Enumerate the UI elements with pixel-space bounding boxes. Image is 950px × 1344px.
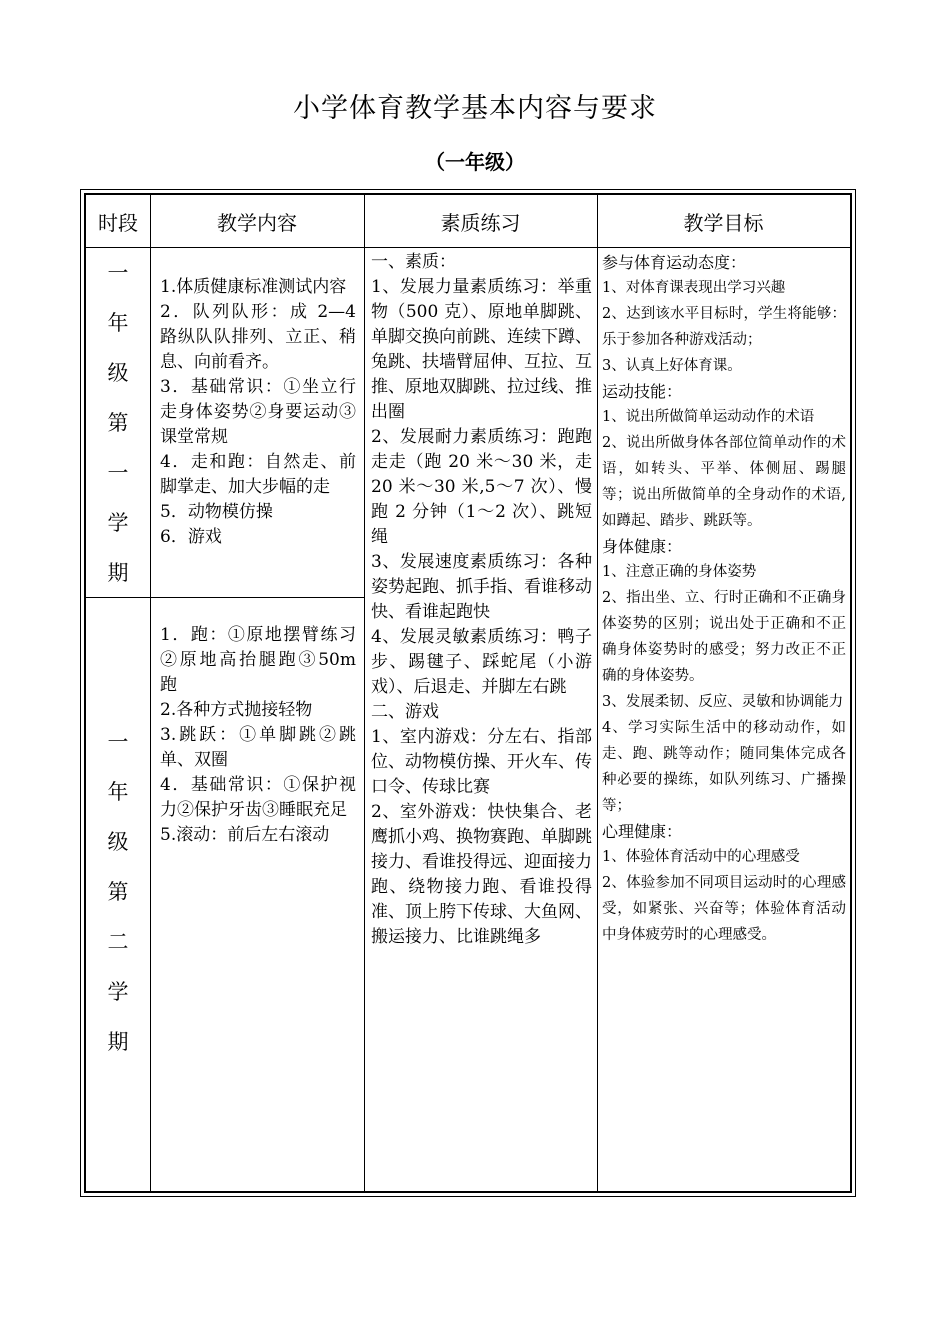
curriculum-table — [80, 189, 856, 1197]
period-term2 — [86, 717, 150, 1067]
period-char: 一 — [107, 461, 129, 485]
exercise-item: 2、发展耐力素质练习：跑跑走走（跑 20 米～30 米，走 20 米～30 米,5～7 次）、慢跑 2 分钟（1～2 次）、跳短绳 — [371, 427, 592, 547]
content-term1 — [160, 275, 356, 550]
period-char: 年 — [107, 780, 129, 804]
goal-item: 3、认真上好体育课。 — [602, 358, 742, 374]
exercise-item: 1、室内游戏：分左右、指部位、动物模仿操、开火车、传口令、传球比赛 — [371, 727, 592, 797]
period-char: 期 — [107, 1030, 129, 1054]
period-char: 年 — [107, 311, 129, 335]
goal-item: 1、对体育课表现出学习兴趣 — [602, 280, 786, 296]
content-item: 2．队列队形：成 2—4 路纵队队排列、立正、稍息、向前看齐。 — [160, 302, 356, 372]
goal-item: 2、体验参加不同项目运动时的心理感受，如紧张、兴奋等；体验体育活动中身体疲劳时的心理感受。 — [602, 875, 846, 943]
goal-item: 2、指出坐、立、行时正确和不正确身体姿势的区别；说出处于正确和不正确身体姿势时的感受；努力改正不正确的身体姿势。 — [602, 590, 846, 684]
goal-item: 1、注意正确的身体姿势 — [602, 564, 757, 580]
exercise-item: 3、发展速度素质练习：各种姿势起跑、抓手指、看谁移动快、看谁起跑快 — [371, 552, 592, 622]
goals-section-title: 参与体育运动态度： — [602, 253, 747, 272]
period-char: 第 — [107, 411, 129, 435]
goals-section-title: 身体健康： — [602, 537, 683, 556]
content-item: 4．基础常识：①保护视力②保护牙齿③睡眠充足 — [160, 775, 356, 820]
period-char: 学 — [107, 980, 129, 1004]
period-char: 第 — [107, 880, 129, 904]
period-char: 一 — [107, 730, 129, 754]
period-char: 级 — [107, 361, 129, 385]
period-char: 级 — [107, 830, 129, 854]
content-item: 1．跑：①原地摆臂练习②原地高抬腿跑③50m 跑 — [160, 625, 356, 695]
goals-cell — [602, 250, 846, 948]
exercise-item: 二、游戏 — [371, 702, 439, 722]
period-char: 期 — [107, 561, 129, 585]
page-subtitle: （一年级） — [425, 150, 525, 174]
content-term2 — [160, 623, 356, 848]
goal-item: 3、发展柔韧、反应、灵敏和协调能力 — [602, 694, 844, 710]
page-title: 小学体育教学基本内容与要求 — [293, 93, 657, 124]
content-item: 3．基础常识：①坐立行走身体姿势②身要运动③课堂常规 — [160, 377, 356, 447]
content-item: 5.滚动：前后左右滚动 — [160, 825, 330, 845]
goal-item: 2、说出所做身体各部位简单动作的术语，如转头、平举、体侧屈、踢腿等；说出所做简单的全身动作的术语,如蹲起、踏步、跳跃等。 — [602, 435, 846, 529]
goal-item: 1、体验体育活动中的心理感受 — [602, 849, 800, 865]
table-inner-frame — [84, 193, 852, 1193]
period-char: 一 — [107, 261, 129, 285]
header-exercise: 素质练习 — [440, 210, 521, 235]
header-period: 时段 — [98, 210, 138, 235]
header-divider — [86, 247, 850, 248]
header-content: 教学内容 — [217, 210, 297, 235]
period-char: 学 — [107, 511, 129, 535]
content-item: 6．游戏 — [160, 527, 222, 547]
period-term1 — [86, 248, 150, 598]
goal-item: 4、学习实际生活中的移动动作，如走、跑、跳等动作；随同集体完成各种必要的操练，如队列练习、广播操等； — [602, 720, 846, 814]
column-divider — [597, 195, 598, 1191]
content-item: 3.跳跃：①单脚跳②跳单、双圈 — [160, 725, 356, 770]
exercise-item: 2、室外游戏：快快集合、老鹰抓小鸡、换物赛跑、单脚跳接力、看谁投得远、迎面接力跑、绕物接力跑、看谁投得准、顶上胯下传球、大鱼网、搬运接力、比谁跳绳多 — [371, 802, 592, 947]
content-item: 2.各种方式抛接轻物 — [160, 700, 313, 720]
exercise-item: 一、素质： — [371, 252, 456, 272]
content-item: 4．走和跑：自然走、前脚掌走、加大步幅的走 — [160, 452, 356, 497]
period-char: 二 — [107, 930, 129, 954]
column-divider — [364, 195, 365, 1191]
column-divider — [150, 195, 151, 1191]
exercise-item: 1、发展力量素质练习：举重物（500 克）、原地单脚跳、单脚交换向前跳、连续下蹲、兔跳、扶墙臂屈伸、互拉、互推、原地双脚跳、拉过线、推出圈 — [371, 277, 592, 422]
goal-item: 2、达到该水平目标时，学生将能够：乐于参加各种游戏活动； — [602, 306, 846, 348]
exercise-item: 4、发展灵敏素质练习：鸭子步、踢毽子、踩蛇尾（小游戏）、后退走、并脚左右跳 — [371, 627, 592, 697]
exercises-cell — [371, 250, 592, 950]
content-item: 5．动物模仿操 — [160, 502, 273, 522]
goals-section-title: 心理健康： — [602, 822, 683, 841]
goal-item: 1、说出所做简单运动动作的术语 — [602, 409, 815, 425]
content-item: 1.体质健康标准测试内容 — [160, 277, 347, 297]
header-goals: 教学目标 — [683, 210, 764, 235]
goals-section-title: 运动技能： — [602, 382, 683, 401]
